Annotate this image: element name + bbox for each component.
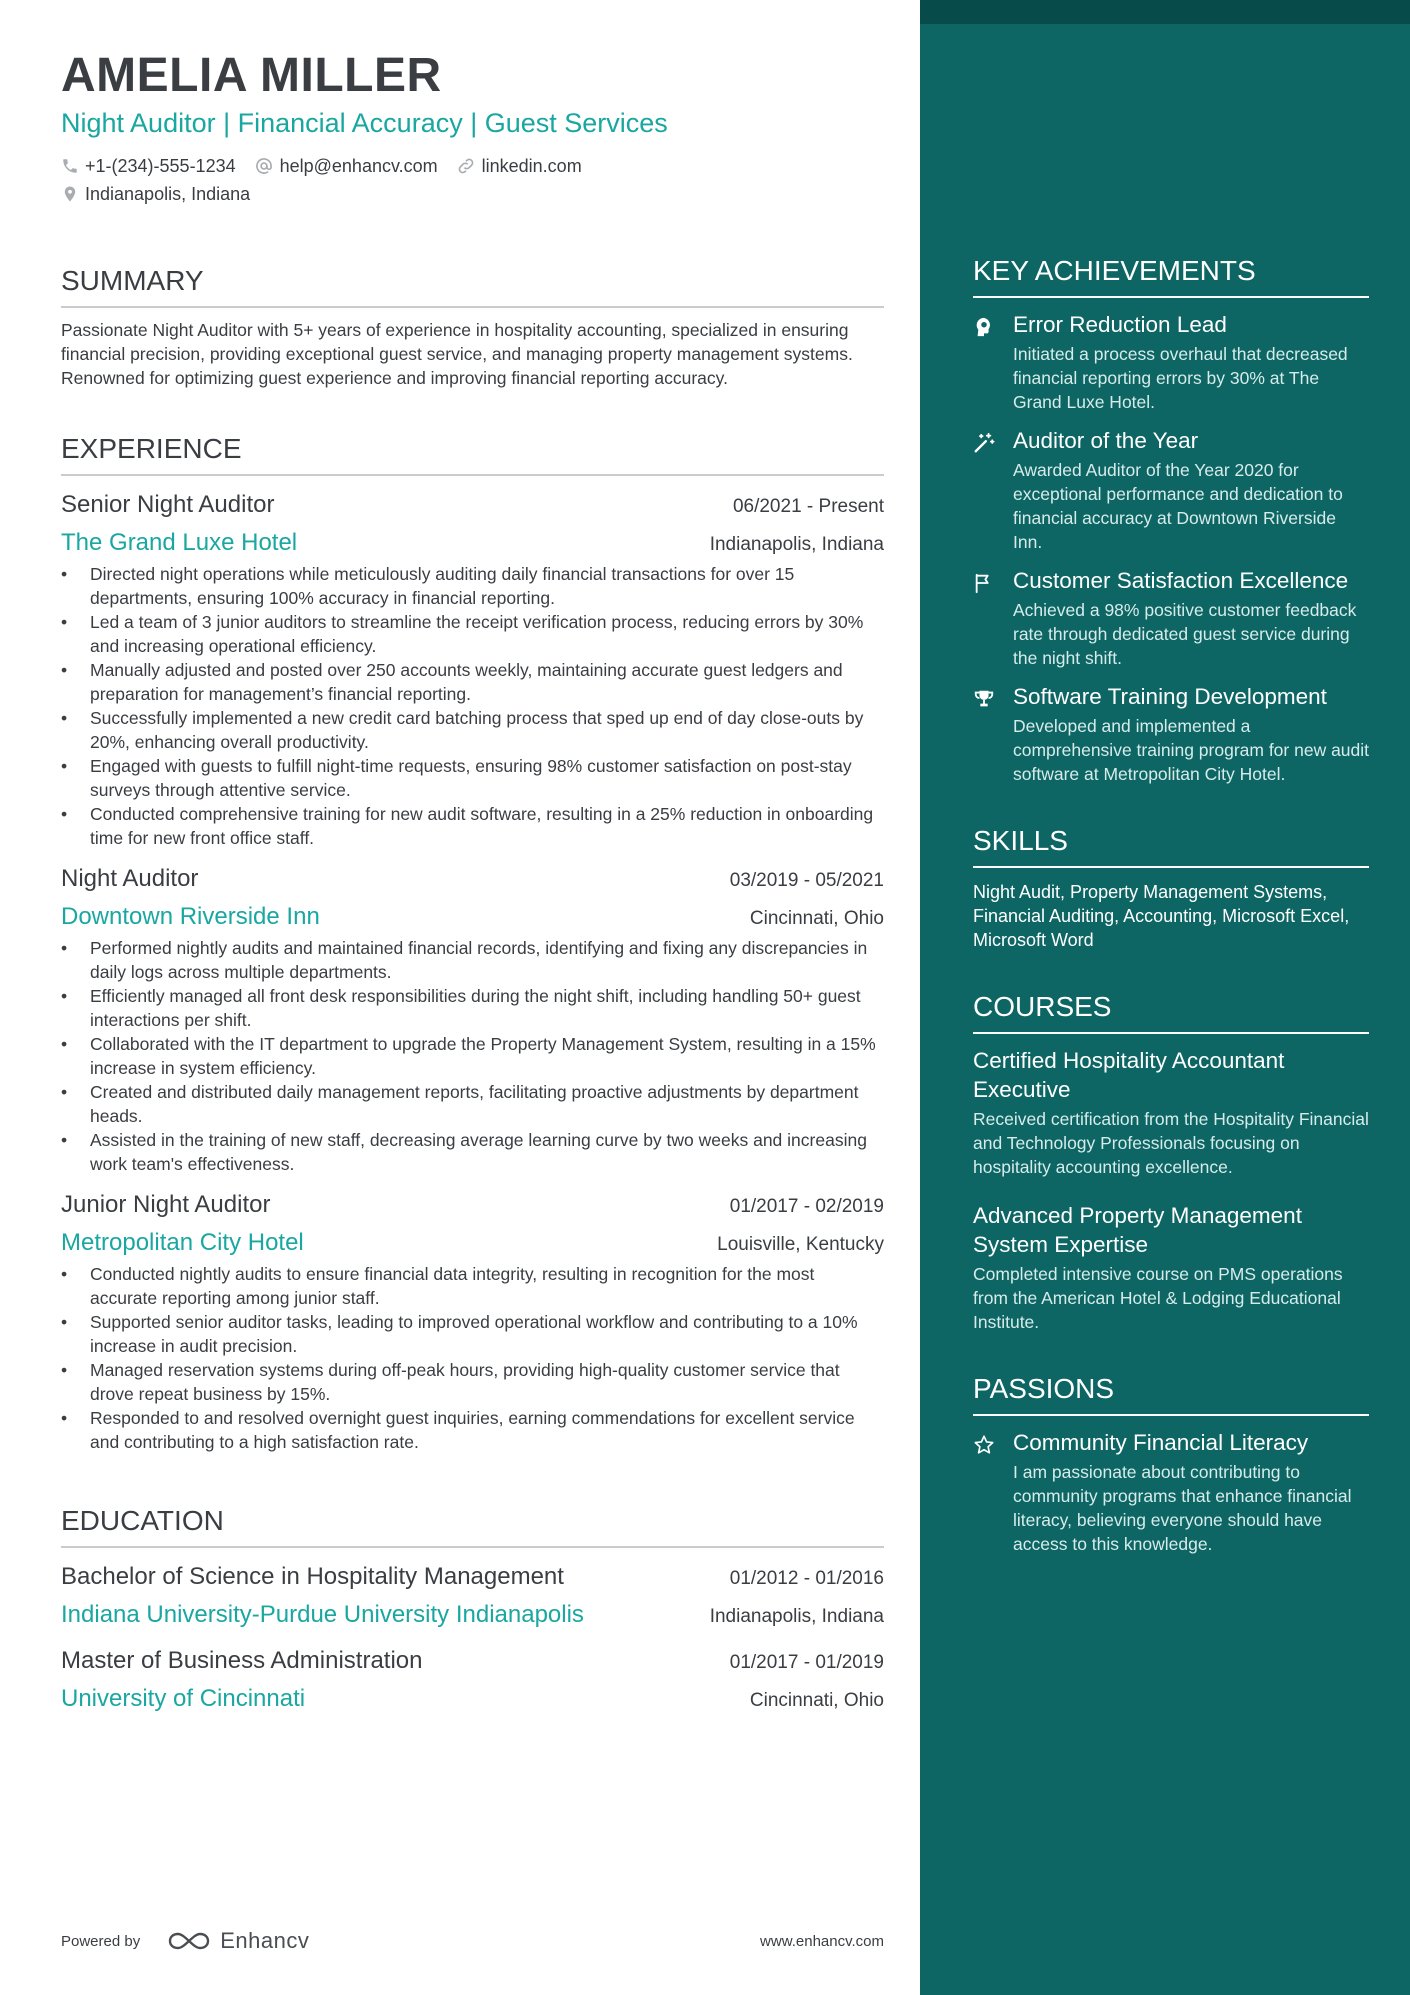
achievement-item [973, 310, 1369, 414]
education-section [61, 1504, 884, 1716]
candidate-name: AMELIA MILLER [61, 49, 442, 102]
passion-item [973, 1428, 1369, 1556]
skills-section [973, 824, 1369, 952]
achievement-item [973, 426, 1369, 554]
brand-logo[interactable] [166, 1928, 309, 1954]
bullet-item: • Conducted nightly audits to ensure financial data integrity, resulting in recognition for the most accurate reporting among junior staff. [61, 1262, 884, 1310]
job-bullets [61, 562, 884, 850]
job-bullets [61, 936, 884, 1176]
trophy-icon [973, 688, 995, 710]
job-title: Junior Night Auditor [61, 1191, 271, 1218]
degree-title: Bachelor of Science in Hospitality Management [61, 1563, 564, 1590]
course-item [973, 1046, 1369, 1179]
school-location: Cincinnati, Ohio [749, 1690, 884, 1711]
contact-info [61, 152, 884, 208]
achievement-desc: Initiated a process overhaul that decreased financial reporting errors by 30% at The Grand Luxe Hotel. [1013, 344, 1348, 412]
phone-text: +1-(234)-555-1234 [85, 156, 236, 176]
achievement-desc: Developed and implemented a comprehensive training program for new audit software at Metropolitan City Hotel. [1013, 716, 1370, 784]
bullet-item: • Managed reservation systems during off-peak hours, providing high-quality customer service that drove repeat business by 15%. [61, 1358, 884, 1406]
job-company: Downtown Riverside Inn [61, 903, 320, 930]
location-text: Indianapolis, Indiana [85, 184, 251, 204]
job-date: 03/2019 - 05/2021 [729, 870, 884, 891]
school-name: University of Cincinnati [61, 1685, 306, 1712]
section-title-passions: PASSIONS [973, 1372, 1369, 1416]
job-title: Night Auditor [61, 865, 199, 892]
school-name: Indiana University-Purdue University Indianapolis [61, 1601, 584, 1628]
linkedin-link[interactable]: linkedin.com [481, 156, 582, 176]
course-title: Certified Hospitality Accountant Executive [973, 1048, 1285, 1102]
passion-desc: I am passionate about contributing to community programs that enhance financial literacy, believing everyone should have access to this knowledge. [1013, 1462, 1352, 1554]
bullet-item: • Assisted in the training of new staff, decreasing average learning curve by two weeks and increasing work team's effectiveness. [61, 1128, 884, 1176]
experience-section [61, 432, 884, 1454]
achievement-title: Error Reduction Lead [1013, 312, 1227, 337]
footer [61, 1928, 884, 1954]
brand-name: Enhancv [220, 1928, 310, 1953]
candidate-tagline: Night Auditor | Financial Accuracy | Guest Services [61, 108, 668, 138]
powered-by-label: Powered by [61, 1932, 141, 1950]
powered-by [61, 1928, 309, 1954]
degree-title: Master of Business Administration [61, 1647, 423, 1674]
job-date: 06/2021 - Present [732, 496, 884, 517]
summary-text: Passionate Night Auditor with 5+ years of experience in hospitality accounting, specialized in ensuring financial precision, providing exceptional guest service, and managing property management systems. Renowned for optimizing guest experience and improving financial reporting accuracy. [61, 320, 853, 388]
contact-phone [61, 152, 236, 180]
lightbulb-head-icon [973, 316, 995, 338]
bullet-item: • Directed night operations while meticulously auditing daily financial transactions for over 15 departments, ensuring 100% accuracy in financial reporting. [61, 562, 884, 610]
bullet-item: • Performed nightly audits and maintained financial records, identifying and fixing any discrepancies in daily logs across multiple departments. [61, 936, 884, 984]
job-date: 01/2017 - 02/2019 [729, 1196, 884, 1217]
contact-location [61, 180, 250, 208]
job-bullets [61, 1262, 884, 1454]
bullet-item: • Led a team of 3 junior auditors to streamline the receipt verification process, reducing errors by 30% and increasing operational efficiency. [61, 610, 884, 658]
email-link[interactable]: help@enhancv.com [279, 156, 438, 176]
phone-icon [61, 157, 79, 175]
section-title-education: EDUCATION [61, 1504, 884, 1548]
summary-section [61, 264, 884, 390]
passion-title: Community Financial Literacy [1013, 1430, 1309, 1455]
contact-linkedin[interactable] [456, 152, 582, 180]
bullet-item: • Collaborated with the IT department to upgrade the Property Management System, resulting in a 15% increase in system efficiency. [61, 1032, 884, 1080]
star-icon [973, 1434, 995, 1456]
course-item [973, 1201, 1369, 1334]
achievement-title: Customer Satisfaction Excellence [1013, 568, 1349, 593]
sidebar [920, 0, 1410, 1995]
bullet-item: • Efficiently managed all front desk responsibilities during the night shift, including handling 50+ guest interactions per shift. [61, 984, 884, 1032]
job-company: Metropolitan City Hotel [61, 1229, 304, 1256]
education-entry [61, 1560, 884, 1632]
skills-list: Night Audit, Property Management Systems, Financial Auditing, Accounting, Microsoft Excel, Microsoft Word [973, 882, 1350, 950]
course-title: Advanced Property Management System Expertise [973, 1203, 1302, 1257]
main-column [61, 48, 884, 1716]
achievement-desc: Achieved a 98% positive customer feedback rate through dedicated guest service during the night shift. [1013, 600, 1357, 668]
bullet-item: • Manually adjusted and posted over 250 accounts weekly, maintaining accurate guest ledgers and preparation for management’s financial reporting. [61, 658, 884, 706]
education-date: 01/2012 - 01/2016 [729, 1568, 884, 1589]
section-title-experience: EXPERIENCE [61, 432, 884, 476]
job-location: Indianapolis, Indiana [709, 534, 884, 555]
achievement-desc: Awarded Auditor of the Year 2020 for exceptional performance and dedication to financial accuracy at Downtown Riverside Inn. [1013, 460, 1343, 552]
bullet-item: • Supported senior auditor tasks, leading to improved operational workflow and contributing to a 10% increase in audit precision. [61, 1310, 884, 1358]
job-entry [61, 488, 884, 850]
job-company: The Grand Luxe Hotel [61, 529, 298, 556]
job-entry [61, 1188, 884, 1454]
job-title: Senior Night Auditor [61, 491, 275, 518]
education-entry [61, 1644, 884, 1716]
passions-section [973, 1372, 1369, 1556]
link-icon [456, 156, 476, 176]
section-title-courses: COURSES [973, 990, 1369, 1034]
sidebar-top-band [920, 0, 1410, 24]
bullet-item: • Conducted comprehensive training for new audit software, resulting in a 25% reduction in onboarding time for new front office staff. [61, 802, 884, 850]
bullet-item: • Engaged with guests to fulfill night-time requests, ensuring 98% customer satisfaction on post-stay surveys through attentive service. [61, 754, 884, 802]
courses-section [973, 990, 1369, 1334]
flag-icon [973, 572, 995, 594]
section-title-skills: SKILLS [973, 824, 1369, 868]
achievement-title: Software Training Development [1013, 684, 1327, 709]
job-location: Cincinnati, Ohio [749, 908, 884, 929]
bullet-item: • Successfully implemented a new credit card batching process that sped up end of day close-outs by 20%, enhancing overall productivity. [61, 706, 884, 754]
contact-email[interactable] [254, 152, 438, 180]
achievement-title: Auditor of the Year [1013, 428, 1199, 453]
section-title-summary: SUMMARY [61, 264, 884, 308]
bullet-item: • Responded to and resolved overnight guest inquiries, earning commendations for excellent service and contributing to a high satisfaction rate. [61, 1406, 884, 1454]
section-title-achievements: KEY ACHIEVEMENTS [973, 254, 1369, 298]
enhancv-logo-icon [166, 1929, 212, 1953]
achievement-item [973, 566, 1369, 670]
job-entry [61, 862, 884, 1176]
bullet-item: • Created and distributed daily management reports, facilitating proactive adjustments by department heads. [61, 1080, 884, 1128]
job-location: Louisville, Kentucky [717, 1234, 884, 1255]
achievement-item [973, 682, 1369, 786]
course-desc: Completed intensive course on PMS operations from the American Hotel & Lodging Educational Institute. [973, 1264, 1343, 1332]
achievements-section [973, 254, 1369, 786]
at-sign-icon [254, 156, 274, 176]
education-date: 01/2017 - 01/2019 [729, 1652, 884, 1673]
magic-wand-icon [973, 432, 995, 454]
course-desc: Received certification from the Hospitality Financial and Technology Professionals focusing on hospitality accounting excellence. [973, 1109, 1369, 1177]
website-link[interactable]: www.enhancv.com [760, 1932, 884, 1950]
location-pin-icon [61, 184, 79, 204]
school-location: Indianapolis, Indiana [709, 1606, 884, 1627]
